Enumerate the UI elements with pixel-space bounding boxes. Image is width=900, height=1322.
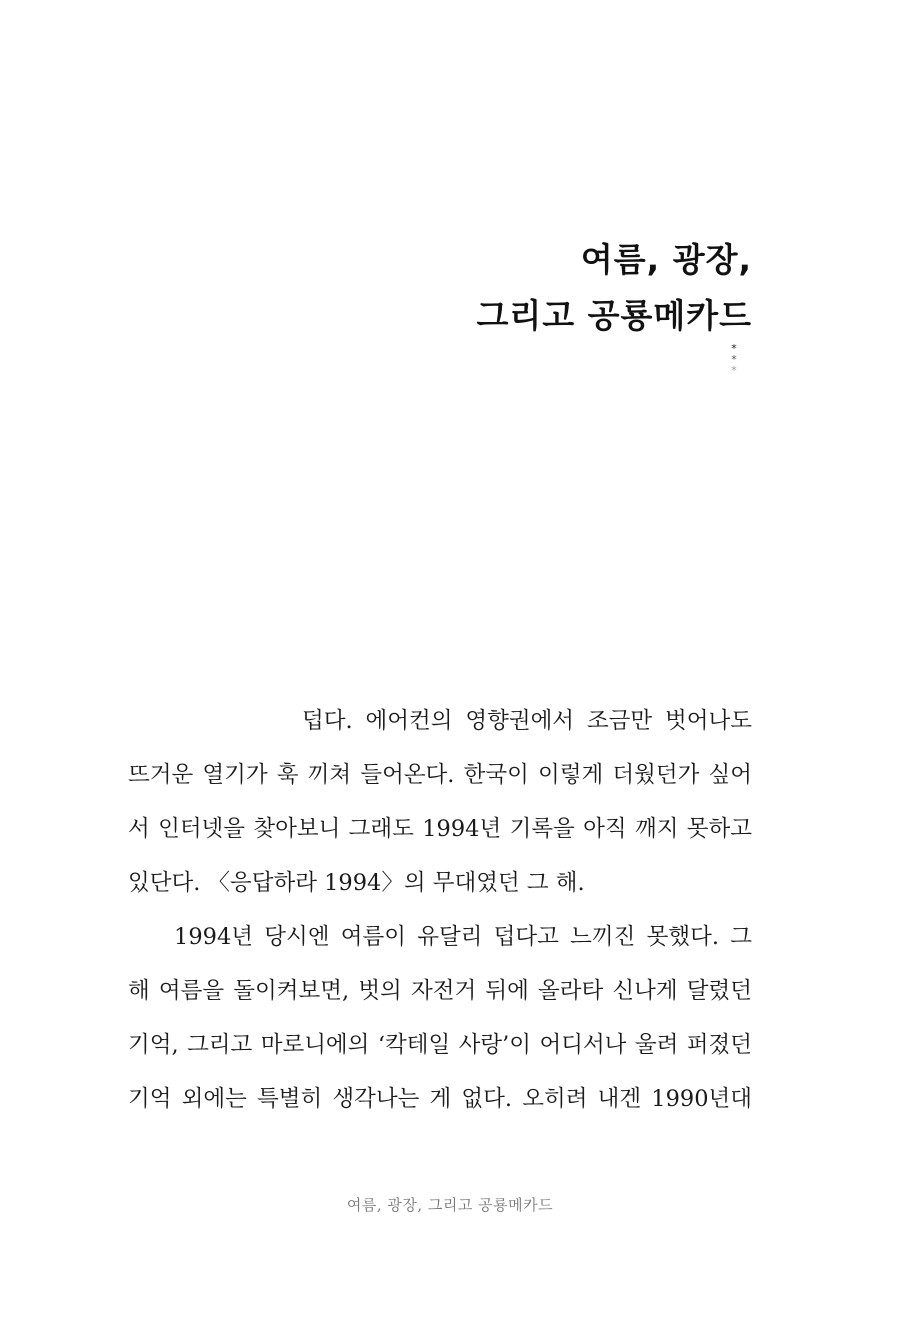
running-footer: 여름, 광장, 그리고 공룡메카드 — [346, 1196, 554, 1214]
body-line-4: 있단다. 〈응답하라 1994〉의 무대였던 그 해. — [128, 870, 585, 896]
chapter-title — [476, 232, 752, 344]
body-text — [128, 698, 752, 1130]
asterisk-3: * — [731, 364, 737, 377]
body-line-7: 기억, 그리고 마로니에의 ‘칵테일 사랑’이 어디서나 울려 퍼졌던 — [128, 1032, 752, 1058]
body-line-6: 해 여름을 돌이켜보면, 벗의 자전거 뒤에 올라타 신나게 달렸던 — [128, 978, 752, 1004]
chapter-title-line-2: 그리고 공룡메카드 — [476, 296, 752, 335]
chapter-title-line-1: 여름, 광장, — [580, 240, 752, 279]
body-line-5: 1994년 당시엔 여름이 유달리 덥다고 느끼진 못했다. 그 — [174, 924, 752, 950]
asterism-ornament — [727, 343, 741, 376]
body-line-3: 서 인터넷을 찾아보니 그래도 1994년 기록을 아직 깨지 못하고 — [128, 816, 752, 842]
asterisk-1: * — [731, 342, 737, 355]
body-line-2: 뜨거운 열기가 훅 끼쳐 들어온다. 한국이 이렇게 더웠던가 싶어 — [128, 762, 752, 788]
body-line-1: 덥다. 에어컨의 영향권에서 조금만 벗어나도 — [302, 708, 752, 734]
body-line-8: 기억 외에는 특별히 생각나는 게 없다. 오히려 내겐 1990년대 — [128, 1086, 752, 1112]
asterisk-2: * — [731, 353, 737, 366]
